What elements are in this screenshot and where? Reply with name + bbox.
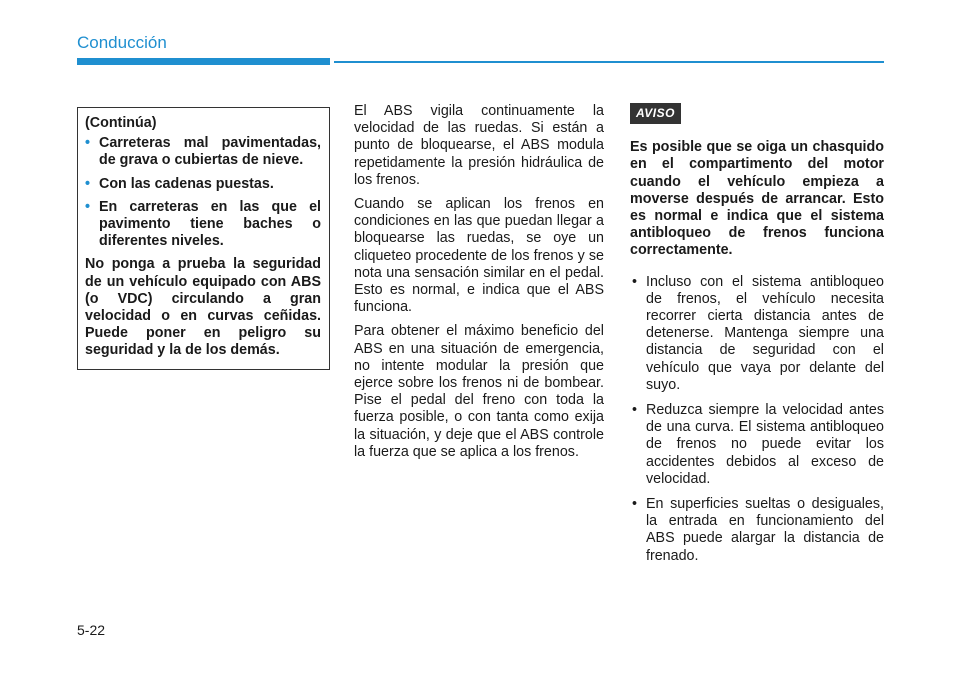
middle-column — [354, 103, 604, 468]
notice-bullet-text: En superficies sueltas o desiguales, la entrada en funcionamiento del ABS puede alargar la distancia de frenado. — [646, 496, 884, 564]
warning-bullet-item — [85, 176, 321, 193]
bullet-dot-icon: • — [85, 175, 91, 192]
notice-column — [630, 103, 884, 573]
warning-box — [77, 107, 330, 370]
body-paragraph: El ABS vigila continuamente la velocidad de las ruedas. Si están a punto de bloquearse, el ABS modula repetidamente la presión hidráulica de los frenos. — [354, 103, 604, 188]
bullet-dot-icon: • — [85, 135, 91, 152]
aviso-badge: AVISO — [630, 103, 681, 124]
body-paragraph: Cuando se aplican los frenos en condiciones en las que puedan llegar a bloquearse las ruedas, se oye un cliqueteo procedente de los frenos y se nota una sensación similar en el pedal. Esto es normal, e indica que el ABS funciona. — [354, 196, 604, 316]
notice-bullet-text: Reduzca siempre la velocidad antes de una curva. El sistema antibloqueo de frenos no puede evitar los accidentes debidos al exceso de velocidad. — [646, 402, 884, 487]
notice-bullet-list — [630, 274, 884, 565]
notice-bullet-item — [630, 274, 884, 394]
warning-final-text: No ponga a prueba la seguridad de un vehículo equipado con ABS (o VDC) circulando a gran velocidad o en curvas ceñidas. Puede poner en peligro su seguridad y la de los demás. — [85, 256, 321, 359]
notice-bullet-item — [630, 496, 884, 565]
warning-bullet-text: Con las cadenas puestas. — [99, 175, 274, 192]
warning-bullet-list — [85, 135, 321, 250]
page-number: 5-22 — [77, 622, 106, 638]
notice-bullet-text: Incluso con el sistema antibloqueo de frenos, el vehículo necesita recorrer cierta distancia antes de detenerse. Mantenga siempre una distancia de seguridad con el vehículo que vaya por delante del suyo. — [646, 273, 884, 393]
bullet-dot-icon: • — [632, 402, 638, 419]
bullet-dot-icon: • — [632, 496, 638, 513]
notice-bullet-item — [630, 402, 884, 488]
header-rule-thin — [334, 61, 884, 63]
warning-bullet-text: En carreteras en las que el pavimento tiene baches o diferentes niveles. — [99, 198, 321, 250]
warning-bullet-text: Carreteras mal pavimentadas, de grava o cubiertas de nieve. — [99, 135, 321, 169]
warning-bullet-item — [85, 199, 321, 251]
body-paragraph: Para obtener el máximo beneficio del ABS en una situación de emergencia, no intente modular la presión que ejerce sobre los frenos ni de bombear. Pise el pedal del freno con toda la fuerza posible, o con tanta como exija la situación, y deje que el ABS controle la fuerza que se aplica a los frenos. — [354, 323, 604, 460]
bullet-dot-icon: • — [632, 273, 638, 290]
section-title: Conducción — [77, 33, 167, 52]
warning-continued-label: (Continúa) — [85, 115, 157, 131]
notice-text: Es posible que se oiga un chasquido en el compartimento del motor cuando el vehículo empieza a moverse después de arrancar. Esto es normal e indica que el sistema antibloqueo de frenos funciona correctamente. — [630, 139, 884, 259]
bullet-dot-icon: • — [85, 198, 91, 215]
header-rule-thick — [77, 58, 330, 65]
warning-bullet-item — [85, 135, 321, 169]
